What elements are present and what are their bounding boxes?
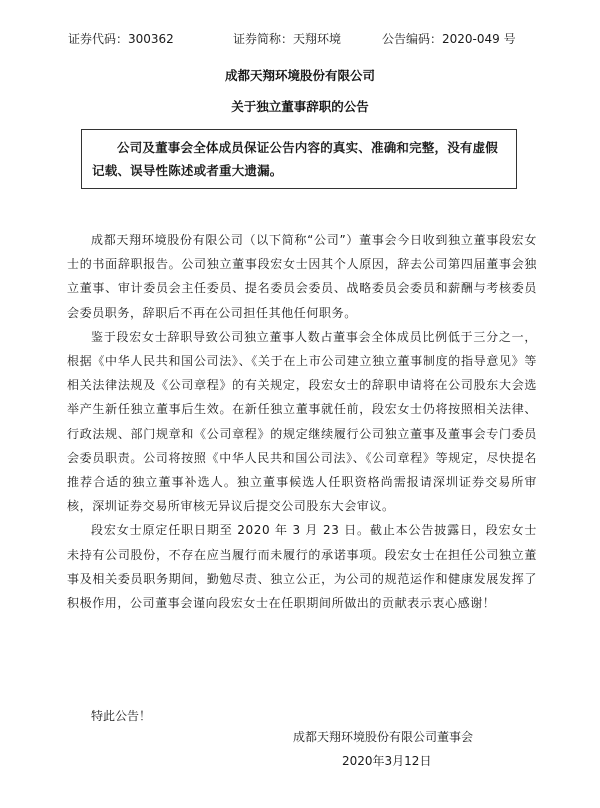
body-paragraph-resignation: 成都天翔环境股份有限公司（以下简称“公司”）董事会今日收到独立董事段宏女士的书面辞职报告。公司独立董事段宏女士因其个人原因，辞去公司第四届董事会独立董事、审计委员会主任委员、提名委员会委员、战略委员会委员和薪酬与考核委员会委员职务，辞职后不再在公司担任其他任何职务。 [67, 233, 537, 320]
signature-date: 2020年3月12日 [342, 754, 432, 768]
stock-abbreviation: 证券简称：天翔环境 [233, 32, 342, 46]
company-title: 成都天翔环境股份有限公司 [224, 68, 375, 83]
body-paragraph-legal-basis: 鉴于段宏女士辞职导致公司独立董事人数占董事会全体成员比例低于三分之一，根据《中华人民共和国公司法》、《关于在上市公司建立独立董事制度的指导意见》等相关法律法规及《公司章程》的有关规定，段宏女士的辞职申请将在公司股东大会选举产生新任独立董事后生效。在新任独立董事就任前，段宏女士仍将按照相关法律、行政法规、部门规章和《公司章程》的规定继续履行公司独立董事及董事会专门委员会委员职责。公司将按照《中华人民共和国公司法》、《公司章程》等规定，尽快提名推荐合适的独立董事补选人。独立董事候选人任职资格尚需报请深圳证券交易所审核，深圳证券交易所审核无异议后提交公司股东大会审议。 [67, 329, 537, 514]
signature-board: 成都天翔环境股份有限公司董事会 [293, 730, 474, 744]
accuracy-notice-text: 公司及董事会全体成员保证公告内容的真实、准确和完整，没有虚假记载、误导性陈述或者重大遗漏。 [92, 140, 499, 178]
announcement-number: 公告编码：2020-049 号 [382, 32, 516, 46]
announcement-title: 关于独立董事辞职的公告 [231, 99, 369, 114]
stock-code: 证券代码：300362 [68, 32, 174, 46]
announcement-header [0, 30, 600, 48]
body-paragraph-acknowledgement: 段宏女士原定任职日期至 2020 年 3 月 23 日。截止本公告披露日，段宏女士未持有公司股份，不存在应当履行而未履行的承诺事项。段宏女士在担任公司独立董事及相关委员职务期间，勤勉尽责、独立公正，为公司的规范运作和健康发展发挥了积极作用，公司董事会谨向段宏女士在任职期间所做出的贡献表示衷心感谢！ [67, 523, 537, 611]
closing-remark: 特此公告！ [91, 709, 152, 723]
announcement-body [67, 228, 537, 615]
accuracy-notice-box [81, 129, 517, 189]
